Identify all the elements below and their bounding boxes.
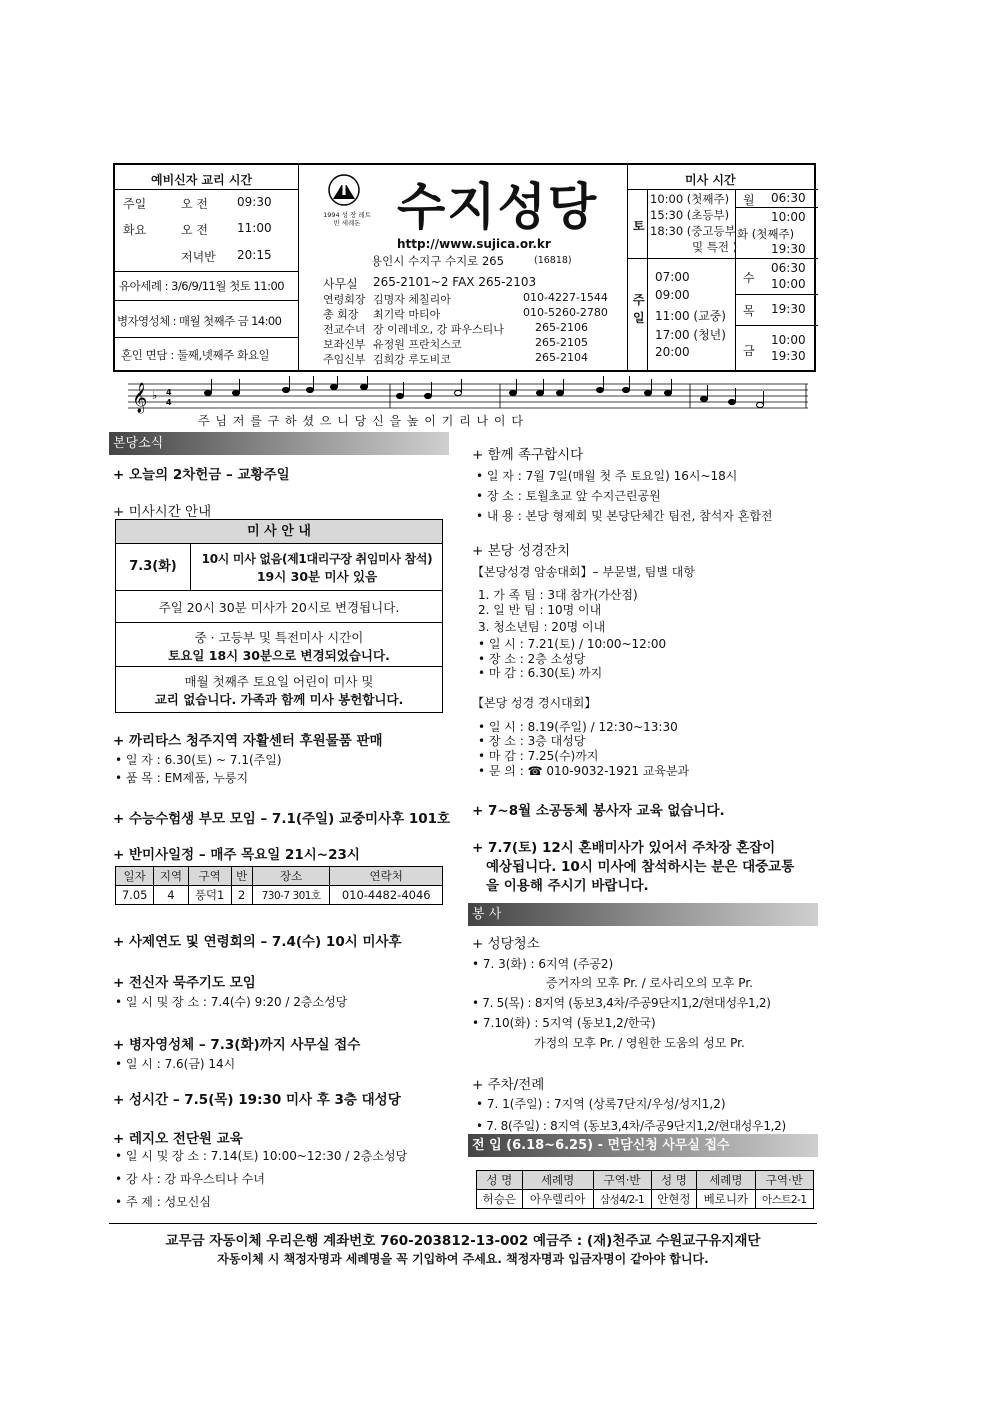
table-cell: 허승은 [477, 1190, 523, 1209]
sun-mass: 20:00 [655, 345, 690, 359]
table-header: 반 [231, 867, 252, 886]
soccer-title: + 함께 족구합시다 [472, 447, 584, 463]
address: 용인시 수지구 수지로 265 [371, 254, 504, 268]
svg-text:𝄞: 𝄞 [132, 383, 148, 413]
church-logo [327, 173, 361, 213]
legio-detail: • 강 사 : 강 파우스티나 수녀 [115, 1172, 265, 1186]
parking-title: + 주차/전례 [472, 1077, 545, 1093]
legio-title: + 레지오 전단원 교육 [113, 1131, 243, 1147]
table-header: 구역·반 [593, 1171, 651, 1190]
marriage-interview: 혼인 면담 : 둘째,넷째주 화요일 [121, 348, 270, 362]
table-row [477, 1190, 814, 1209]
weekday-label: 수 [743, 271, 755, 285]
postal-code: (16818) [534, 255, 572, 266]
weekday-label: 목 [743, 304, 755, 318]
footer-note: 자동이체 시 책정자명과 세례명을 꼭 기입하여 주세요. 책정자명과 입금자명이 같아야 합니다. [217, 1252, 709, 1266]
music-score [128, 376, 810, 428]
mass-time-notice-title: + 미사시간 안내 [113, 504, 212, 520]
mass-notice-header: 미 사 안 내 [116, 520, 442, 544]
soccer-detail: • 내 용 : 본당 형제회 및 본당단체간 팀전, 참석자 혼합전 [476, 509, 773, 523]
contact-phone: 265-2106 [535, 321, 588, 334]
sun-mass: 11:00 (교중) [655, 309, 726, 323]
table-cell: 아우렐리아 [522, 1190, 593, 1209]
weekday-mass: 10:00 [771, 277, 806, 291]
rosary-title: + 전신자 묵주기도 모임 [113, 975, 256, 991]
contact-phone: 010-4227-1544 [523, 291, 608, 304]
contact-name: 김명자 체칠리아 [373, 293, 451, 306]
cleaning-detail: • 7. 5(목) : 8지역 (동보3,4차/주공9단지1,2/현대성우1,2) [472, 996, 771, 1010]
catechism-ampm: 오 전 [181, 223, 208, 237]
contact-role: 보좌신부 [323, 338, 366, 351]
holy-hour-notice: + 성시간 – 7.5(목) 19:30 미사 후 3층 대성당 [113, 1092, 401, 1108]
svg-text:4: 4 [166, 388, 172, 397]
mass-notice-line: 토요일 18시 30분으로 변경되었습니다. [168, 648, 390, 663]
mass-notice-line: 중 · 고등부 및 특전미사 시간이 [194, 630, 364, 645]
table-header: 연락처 [330, 867, 443, 886]
legio-detail: • 주 제 : 성모신심 [115, 1195, 211, 1209]
bible-detail: • 장 소 : 3층 대성당 [478, 734, 586, 748]
catechism-ampm: 오 전 [181, 197, 208, 211]
mass-notice-line: 매월 첫째주 토요일 어린이 미사 및 [184, 674, 374, 689]
mass-notice-line: 교리 없습니다. 가족과 함께 미사 봉헌합니다. [154, 692, 404, 707]
parking-detail: • 7. 8(주일) : 8지역 (동보3,4차/주공9단지1,2/현대성우1,2) [476, 1119, 786, 1133]
cleaning-detail: • 7. 3(화) : 6지역 (주공2) [472, 957, 614, 971]
parking-detail: • 7. 1(주일) : 7지역 (상록7단지/우성/성지1,2) [476, 1097, 726, 1111]
priest-year-notice: + 사제연도 및 연령회의 – 7.4(수) 10시 미사후 [113, 934, 402, 950]
table-header: 지역 [154, 867, 188, 886]
bible-detail: 2. 일 반 팀 : 10명 이내 [478, 603, 602, 617]
bulletin-header [113, 163, 816, 372]
logo-caption: 1994 성 장 레트빈 세례돈 [323, 211, 371, 227]
contact-role: 사무실 [323, 277, 358, 291]
contact-name: 최기락 마티아 [373, 308, 441, 321]
bible-detail: • 일 시 : 8.19(주일) / 12:30~13:30 [478, 720, 678, 734]
sat-mass: 18:30 (중고등부 [650, 224, 736, 238]
sick-communion-date: • 일 시 : 7.6(금) 14시 [115, 1057, 236, 1071]
bible-festival-title: + 본당 성경잔치 [472, 543, 571, 559]
sick-communion-title: + 병자영성체 – 7.3(화)까지 사무실 접수 [113, 1037, 361, 1053]
mass-notice-date: 7.3(화) [116, 544, 191, 590]
sun-mass: 17:00 (청년) [655, 328, 726, 342]
contact-name: 김희강 루도비코 [373, 353, 451, 366]
ban-mass-table [115, 866, 443, 905]
transfer-header: 전 입 (6.18~6.25) - 면담신청 사무실 접수 [468, 1134, 818, 1157]
contact-phone: 265-2104 [535, 351, 588, 364]
footer-divider [109, 1223, 817, 1224]
wedding-notice: 을 이용해 주시기 바랍니다. [486, 878, 649, 894]
weekday-label: 금 [743, 344, 755, 358]
table-cell: 풍덕1 [188, 886, 231, 905]
svg-text:♭: ♭ [152, 389, 158, 402]
table-header: 성 명 [651, 1171, 697, 1190]
small-community-notice: + 7~8월 소공동체 봉사자 교육 없습니다. [472, 803, 725, 819]
weekday-mass: 06:30 [771, 261, 806, 275]
wedding-notice: + 7.7(토) 12시 혼배미사가 있어서 주차장 혼잡이 [472, 840, 776, 856]
bible-detail: • 문 의 : ☎ 010-9032-1921 교육분과 [478, 764, 690, 778]
weekday-mass: 06:30 [771, 191, 806, 205]
infant-baptism: 유아세례 : 3/6/9/11월 첫토 11:00 [119, 279, 285, 293]
rosary-detail: • 일 시 및 장 소 : 7.4(수) 9:20 / 2층소성당 [115, 995, 348, 1009]
legio-detail: • 일 시 및 장 소 : 7.14(토) 10:00~12:30 / 2층소성당 [115, 1149, 408, 1163]
bible-subtitle: 【본당성경 암송대회】– 부문별, 팀별 대항 [472, 565, 695, 579]
bible-detail: • 장 소 : 2층 소성당 [478, 652, 586, 666]
bible-detail: 3. 청소년팀 : 20명 이내 [478, 620, 606, 634]
catechism-title: 예비신자 교리 시간 [151, 173, 253, 187]
table-header: 구역 [188, 867, 231, 886]
contact-role: 주임신부 [323, 353, 366, 366]
bible-detail: • 마 감 : 7.25(수)까지 [478, 749, 599, 763]
table-header: 일자 [116, 867, 154, 886]
bible-detail: • 마 감 : 6.30(토) 까지 [478, 666, 603, 680]
contact-phone: 265-2105 [535, 336, 588, 349]
bible-detail: 1. 가 족 팀 : 3대 참가(가산점) [478, 588, 638, 602]
table-cell: 730-7 301호 [252, 886, 330, 905]
footer-account: 교무금 자동이체 우리은행 계좌번호 760-203812-13-002 예금주 : (재)천주교 수원교구유지재단 [165, 1233, 761, 1249]
sat-mass: 15:30 (초등부) [650, 208, 730, 222]
transfer-table [476, 1170, 814, 1209]
table-header: 세례명 [697, 1171, 755, 1190]
contact-role: 총 회장 [323, 308, 359, 321]
catechism-time: 20:15 [237, 248, 272, 262]
weekday-label: 화 (첫째주) [737, 227, 795, 241]
mass-notice-line: 10시 미사 없음(제1대리구장 취임미사 참석) [201, 552, 433, 566]
weekday-mass: 19:30 [771, 302, 806, 316]
mass-notice-box [115, 519, 443, 713]
catechism-time: 09:30 [237, 195, 272, 209]
caritas-title: + 까리타스 청주지역 자활센터 후원물품 판매 [113, 733, 383, 749]
catechism-ampm: 저녁반 [181, 250, 216, 264]
church-name: 수지성당 [397, 178, 599, 236]
table-cell: 4 [154, 886, 188, 905]
collection-notice: + 오늘의 2차헌금 – 교황주일 [113, 467, 290, 483]
caritas-items: • 품 목 : EM제품, 누룽지 [115, 771, 249, 785]
ban-mass-title: + 반미사일정 – 매주 목요일 21시~23시 [113, 847, 360, 863]
table-header: 세례명 [522, 1171, 593, 1190]
cleaning-detail: 증거자의 모후 Pr. / 로사리오의 모후 Pr. [546, 976, 753, 990]
cleaning-detail: 가정의 모후 Pr. / 영원한 도움의 성모 Pr. [534, 1036, 745, 1050]
sick-communion: 병자영성체 : 매월 첫째주 금 14:00 [117, 314, 282, 328]
contact-name: 유정원 프란치스코 [373, 338, 462, 351]
table-cell: 010-4482-4046 [330, 886, 443, 905]
section-service: 봉 사 [468, 903, 818, 926]
table-header: 구역·반 [755, 1171, 814, 1190]
soccer-detail: • 일 자 : 7월 7일(매월 첫 주 토요일) 16시~18시 [476, 469, 738, 483]
saturday-label: 토 [633, 219, 645, 233]
sat-mass: 10:00 (첫째주) [650, 192, 730, 206]
sunday-label: 주일 [633, 293, 645, 325]
table-cell: 아스트2-1 [755, 1190, 814, 1209]
sun-mass: 09:00 [655, 288, 690, 302]
contact-phone: 010-5260-2780 [523, 306, 608, 319]
mass-time-title: 미사 시간 [685, 173, 736, 187]
cleaning-detail: • 7.10(화) : 5지역 (동보1,2/한국) [472, 1016, 656, 1030]
mass-notice-line: 19시 30분 미사 있음 [256, 569, 378, 584]
mass-notice-line: 주일 20시 30분 미사가 20시로 변경됩니다. [158, 600, 400, 615]
table-header: 성 명 [477, 1171, 523, 1190]
table-row [116, 886, 443, 905]
weekday-mass: 10:00 [771, 210, 806, 224]
catechism-time: 11:00 [237, 221, 272, 235]
weekday-mass: 19:30 [771, 349, 806, 363]
wedding-notice: 예상됩니다. 10시 미사에 참석하시는 분은 대중교통 [486, 859, 795, 875]
table-cell: 베로니카 [697, 1190, 755, 1209]
catechism-day: 주일 [123, 197, 147, 211]
sat-mass: 및 특전 ) [692, 240, 738, 254]
table-cell: 7.05 [116, 886, 154, 905]
bible-detail: • 일 시 : 7.21(토) / 10:00~12:00 [478, 637, 667, 651]
contact-role: 전교수녀 [323, 323, 366, 336]
table-cell: 삼성4/2-1 [593, 1190, 651, 1209]
soccer-detail: • 장 소 : 토월초교 앞 수지근린공원 [476, 489, 661, 503]
table-header: 장소 [252, 867, 330, 886]
svg-text:4: 4 [166, 398, 172, 407]
exam-parents-meeting: + 수능수험생 부모 모임 – 7.1(주일) 교중미사후 101호 [113, 811, 451, 827]
score-lyrics: 주 님 저 를 구 하 셨 으 니 당 신 을 높 이 기 리 나 이 다 [198, 414, 524, 428]
sun-mass: 07:00 [655, 270, 690, 284]
weekday-mass: 19:30 [771, 242, 806, 256]
website[interactable]: http://www.sujica.or.kr [397, 237, 551, 251]
section-parish-news: 본당소식 [109, 432, 449, 455]
weekday-label: 월 [743, 193, 755, 207]
weekday-mass: 10:00 [771, 333, 806, 347]
bible-subtitle: 【본당 성경 경시대회】 [472, 696, 597, 710]
contact-value: 265-2101~2 FAX 265-2103 [373, 275, 537, 289]
cleaning-title: + 성당청소 [472, 936, 540, 952]
caritas-date: • 일 자 : 6.30(토) ~ 7.1(주일) [115, 753, 282, 767]
catechism-day: 화요 [123, 223, 147, 237]
contact-name: 장 이레네오, 강 파우스티나 [373, 323, 504, 336]
table-cell: 2 [231, 886, 252, 905]
table-cell: 안현정 [651, 1190, 697, 1209]
contact-role: 연령회장 [323, 293, 366, 306]
